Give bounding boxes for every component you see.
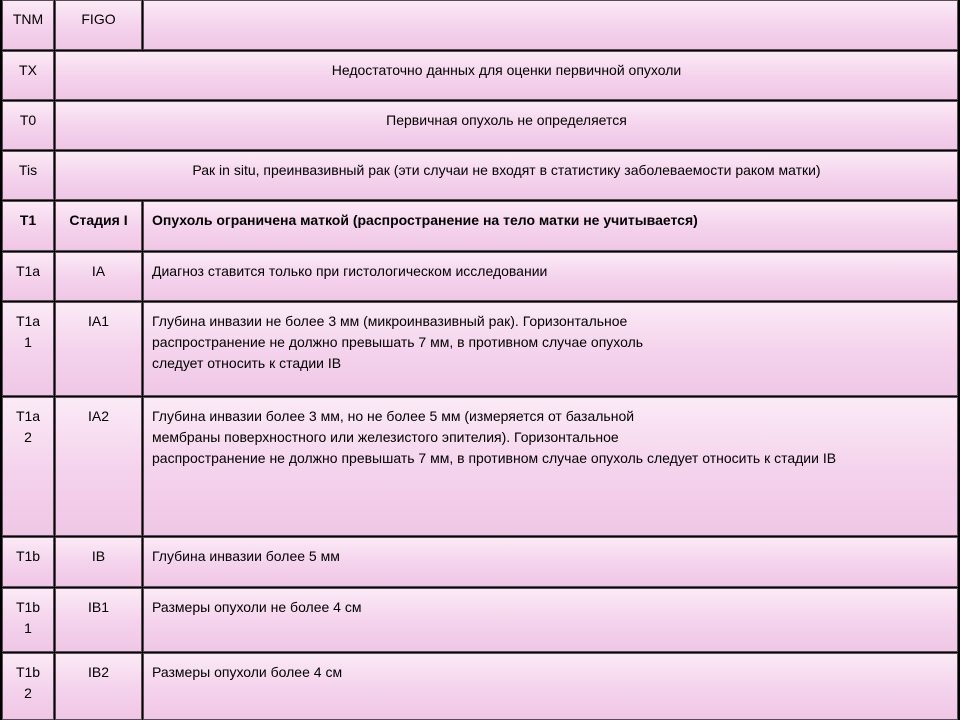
tnm-cell xyxy=(2,201,54,251)
table-row xyxy=(0,201,960,251)
description-text: Первичная опухоль не определяется xyxy=(386,112,627,128)
table-row xyxy=(0,653,960,720)
figo-cell xyxy=(55,252,142,301)
description-cell xyxy=(143,302,958,396)
description-cell xyxy=(55,101,958,150)
tnm-value-line: T1b xyxy=(15,664,41,680)
tnm-value-line: 1 xyxy=(24,620,32,636)
table-row xyxy=(0,252,960,301)
figo-value: Стадия I xyxy=(69,212,128,228)
tnm-value: Tis xyxy=(18,162,38,178)
description-cell xyxy=(55,151,958,200)
figo-cell xyxy=(55,397,142,536)
description-line: Глубина инвазии не более 3 мм (микроинвазивный рак). Горизонтальное xyxy=(152,313,628,329)
tnm-value: T1a xyxy=(15,263,41,279)
description-line: Глубина инвазии более 3 мм, но не более 5 мм (измеряется от базальной xyxy=(152,408,635,424)
description-cell xyxy=(143,201,958,251)
figo-cell xyxy=(55,537,142,587)
description-text: Глубина инвазии более 5 мм xyxy=(152,548,340,564)
tnm-value-line: 1 xyxy=(24,334,32,350)
tnm-value-line: T1a xyxy=(15,313,41,329)
description-text: Размеры опухоли более 4 см xyxy=(152,664,343,680)
tnm-value-line: T1a xyxy=(15,408,41,424)
tnm-cell xyxy=(2,302,54,396)
table-row xyxy=(0,588,960,652)
figo-value: IA2 xyxy=(87,408,109,424)
description-text: Опухоль ограничена маткой (распространение на тело матки не учитывается) xyxy=(152,212,698,228)
description-line: следует относить к стадии IB xyxy=(152,355,342,371)
tnm-value: T1 xyxy=(19,212,37,228)
figo-cell xyxy=(55,201,142,251)
table-row xyxy=(0,397,960,536)
description-cell xyxy=(143,397,958,536)
table-row xyxy=(0,537,960,587)
description-line: распространение не должно превышать 7 мм, в противном случае опухоль следует относить к стадии IB xyxy=(152,450,837,466)
tnm-cell xyxy=(2,537,54,587)
header-tnm-label: TNM xyxy=(12,11,44,27)
description-line: мембраны поверхностного или железистого эпителия). Горизонтальное xyxy=(152,429,619,445)
tnm-value-line: 2 xyxy=(24,685,32,701)
table-row xyxy=(0,51,960,100)
description-text: Рак in situ, преинвазивный рак (эти случаи не входят в статистику заболеваемости раком матки) xyxy=(192,162,821,178)
figo-value: IB2 xyxy=(87,664,109,680)
table-header-row xyxy=(0,0,960,50)
header-tnm-cell xyxy=(2,0,54,50)
tnm-cell xyxy=(2,588,54,652)
figo-cell xyxy=(55,653,142,720)
tnm-value: T0 xyxy=(19,112,37,128)
table-row xyxy=(0,302,960,396)
figo-value: IA xyxy=(91,263,106,279)
figo-value: IB1 xyxy=(87,599,109,615)
header-figo-label: FIGO xyxy=(81,11,116,27)
table-row xyxy=(0,101,960,150)
figo-cell xyxy=(55,588,142,652)
description-text: Недостаточно данных для оценки первичной опухоли xyxy=(331,62,682,78)
table-row xyxy=(0,151,960,200)
description-text: Размеры опухоли не более 4 см xyxy=(152,599,362,615)
header-figo-cell xyxy=(55,0,142,50)
description-cell xyxy=(143,653,958,720)
figo-value: IA1 xyxy=(87,313,109,329)
header-desc-cell xyxy=(143,0,958,50)
tnm-value: TX xyxy=(19,62,37,78)
tnm-cell xyxy=(2,397,54,536)
description-cell xyxy=(143,537,958,587)
tnm-value: T1b xyxy=(15,548,41,564)
tnm-value-line: 2 xyxy=(24,429,32,445)
description-text: Диагноз ставится только при гистологическом исследовании xyxy=(152,263,548,279)
description-line: распространение не должно превышать 7 мм, в противном случае опухоль xyxy=(152,334,644,350)
description-cell xyxy=(143,252,958,301)
tnm-cell xyxy=(2,151,54,200)
tnm-cell xyxy=(2,653,54,720)
tnm-value-line: T1b xyxy=(15,599,41,615)
description-cell xyxy=(143,588,958,652)
figo-cell xyxy=(55,302,142,396)
figo-value: IB xyxy=(91,548,106,564)
description-cell xyxy=(55,51,958,100)
tnm-cell xyxy=(2,252,54,301)
tnm-cell xyxy=(2,51,54,100)
tnm-cell xyxy=(2,101,54,150)
